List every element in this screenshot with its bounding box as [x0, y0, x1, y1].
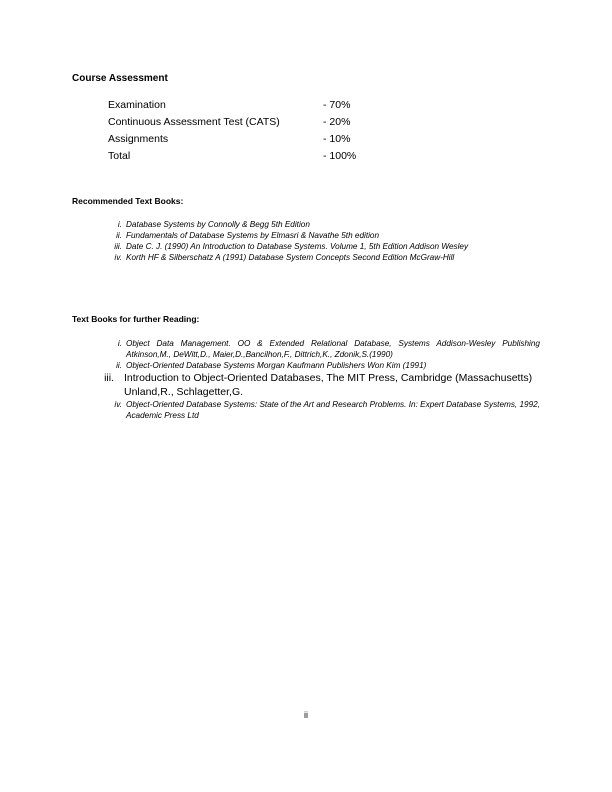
assessment-value: - 20%	[323, 116, 351, 128]
list-number: ii.	[116, 361, 122, 370]
book-title: Object-Oriented Database Systems: State of the Art and Research Problems. In: Expert Database Systems, 1992, Academic Press Ltd	[126, 400, 540, 420]
list-item	[88, 252, 540, 263]
assessment-row	[108, 116, 383, 133]
assessment-row	[108, 99, 383, 116]
assessment-label: Continuous Assessment Test (CATS)	[108, 116, 280, 128]
book-authors: Unland,R., Schlagetter,G.	[124, 386, 244, 398]
list-number: iii.	[104, 372, 114, 384]
book-title: Korth HF & Silberschatz A (1991) Database System Concepts Second Edition McGraw-Hill	[126, 253, 455, 262]
page-number: ii	[304, 710, 308, 720]
recommended-books-heading: Recommended Text Books:	[72, 196, 184, 206]
book-entry	[122, 371, 540, 399]
further-reading-list	[88, 338, 540, 421]
book-title: Introduction to Object-Oriented Databases, The MIT Press, Cambridge (Massachusetts)	[124, 372, 533, 384]
list-item	[88, 241, 540, 252]
assessment-value: - 10%	[323, 133, 351, 145]
list-number: iv.	[114, 253, 122, 262]
book-title: Object-Oriented Database Systems Morgan Kaufmann Publishers Won Kim (1991)	[126, 361, 427, 370]
list-item	[88, 399, 540, 421]
list-item	[88, 371, 540, 399]
list-number: i.	[117, 220, 122, 229]
book-title: Database Systems by Connolly & Begg 5th Edition	[126, 220, 310, 229]
list-number: i.	[117, 339, 122, 348]
list-item	[88, 360, 540, 371]
assessment-row	[108, 150, 383, 167]
book-title: Object Data Management. OO & Extended Relational Database, Systems Addison-Wesley Publishing Atkinson,M., DeWitt,D., Maier,D.,Bancilhon,F., Dittrich,K., Zdonik,S.(1990)	[126, 339, 540, 359]
list-number: ii.	[116, 231, 122, 240]
further-reading-heading: Text Books for further Reading:	[72, 314, 200, 324]
list-item	[88, 338, 540, 360]
list-number: iv.	[114, 400, 122, 409]
list-number: iii.	[114, 242, 122, 251]
course-assessment-heading: Course Assessment	[72, 73, 168, 84]
assessment-value: - 70%	[323, 99, 351, 111]
assessment-label: Total	[108, 150, 131, 162]
list-item	[88, 219, 540, 230]
assessment-value: - 100%	[323, 150, 357, 162]
list-item	[88, 230, 540, 241]
assessment-label: Examination	[108, 99, 166, 111]
book-title: Date C. J. (1990) An Introduction to Database Systems. Volume 1, 5th Edition Addison Wesley	[126, 242, 469, 251]
assessment-row	[108, 133, 383, 150]
recommended-books-list	[88, 219, 540, 263]
assessment-label: Assignments	[108, 133, 169, 145]
book-title: Fundamentals of Database Systems by Elmasri & Navathe 5th edition	[126, 231, 380, 240]
assessment-table	[108, 99, 383, 167]
